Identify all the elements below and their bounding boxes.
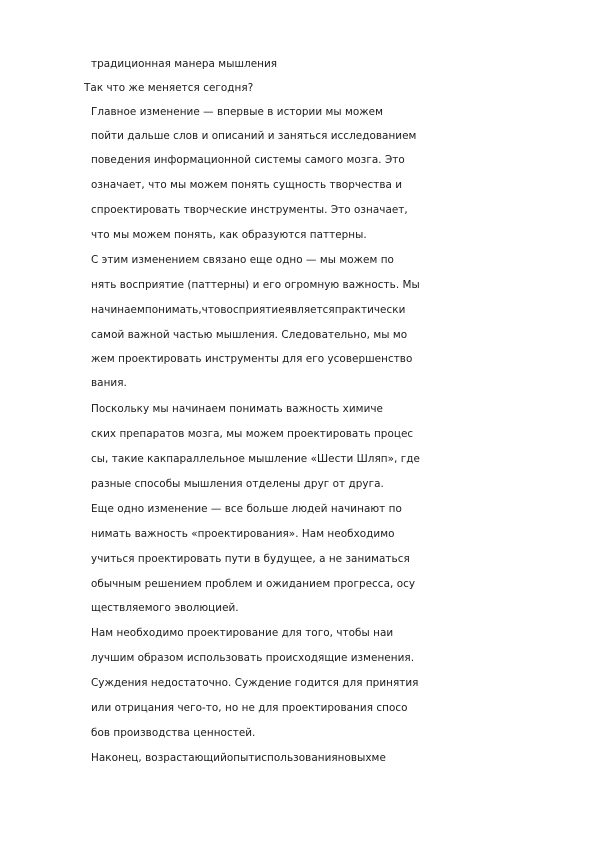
text-line: спроектировать творческие инструменты. Это означает,	[91, 204, 408, 216]
text-line: бов производства ценностей.	[91, 727, 256, 739]
text-line: нять восприятие (паттерны) и его огромную важность. Мы	[91, 279, 420, 291]
text-line: сы, такие какпараллельное мышление «Шести Шляп», где	[91, 453, 420, 465]
text-line: нимать важность «проектирования». Нам необходимо	[91, 528, 395, 540]
text-line: Суждения недостаточно. Суждение годится для принятия	[91, 677, 419, 689]
text-line: учиться проектировать пути в будущее, а не заниматься	[91, 553, 410, 565]
text-line: что мы можем понять, как образуются паттерны.	[91, 229, 367, 241]
text-line: Наконец, возрастающийопытиспользованияновыхме	[91, 752, 386, 764]
text-line: вания.	[91, 377, 127, 389]
text-line: Поскольку мы начинаем понимать важность химиче	[91, 403, 384, 415]
text-line: Еще одно изменение — все больше людей начинают по	[91, 503, 402, 515]
text-line: лучшим образом использовать происходящие изменения.	[91, 652, 415, 664]
text-line: ществляемого эволюцией.	[91, 602, 239, 614]
text-line: разные способы мышления отделены друг от друга.	[91, 478, 384, 490]
text-line: или отрицания чего-то, но не для проектирования спосо	[91, 702, 408, 714]
text-line: самой важной частью мышления. Следовательно, мы мо	[91, 329, 408, 341]
text-line: Главное изменение — впервые в истории мы можем	[91, 106, 384, 118]
text-line: ских препаратов мозга, мы можем проектировать процес	[91, 428, 414, 440]
section-question: Так что же меняется сегодня?	[84, 82, 254, 94]
text-line: традиционная манера мышления	[91, 58, 278, 70]
text-line: Нам необходимо проектирование для того, чтобы наи	[91, 627, 394, 639]
text-line: жем проектировать инструменты для его усовершенство	[91, 353, 413, 365]
text-line: поведения информационной системы самого мозга. Это	[91, 154, 405, 166]
text-line: обычным решением проблем и ожиданием прогресса, осу	[91, 578, 416, 590]
text-line: означает, что мы можем понять сущность творчества и	[91, 179, 403, 191]
text-line: пойти дальше слов и описаний и заняться исследованием	[91, 130, 417, 142]
text-line: С этим изменением связано еще одно — мы можем по	[91, 254, 394, 266]
text-line: начинаемпонимать,чтовосприятиеявляетсяпрактически	[91, 304, 406, 316]
